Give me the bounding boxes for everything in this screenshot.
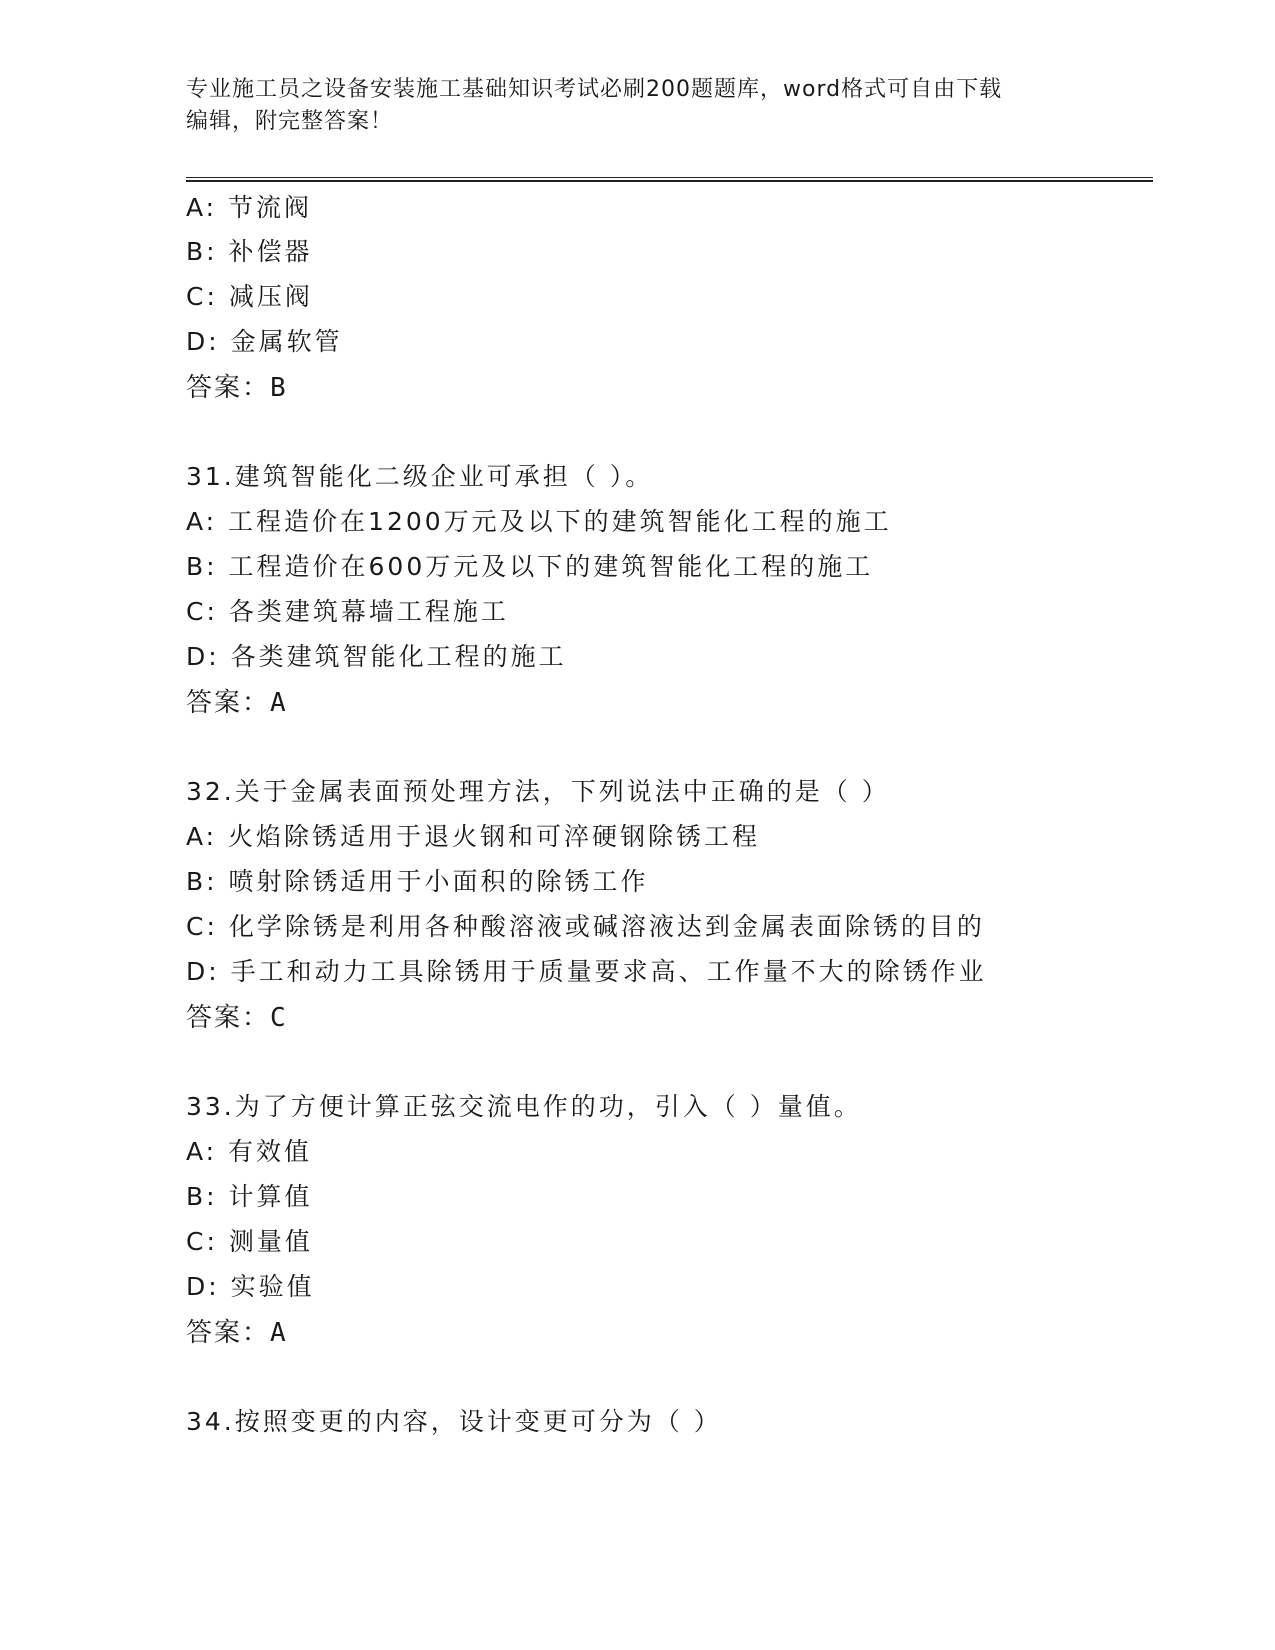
q31-answer: [186, 686, 288, 719]
document-header: [186, 74, 1086, 138]
header-divider: [186, 177, 1153, 182]
q34-stem: 34.按照变更的内容，设计变更可分为（ ）: [186, 1407, 722, 1436]
q33-option-d: D: 实验值: [186, 1272, 315, 1301]
q33-option-c: C: 测量值: [186, 1227, 313, 1256]
q32-option-a: A: 火焰除锈适用于退火钢和可淬硬钢除锈工程: [186, 822, 761, 851]
q32-stem: 32.关于金属表面预处理方法，下列说法中正确的是（ ）: [186, 777, 890, 806]
answer-label: 答案：: [186, 1317, 271, 1347]
answer-label: 答案：: [186, 372, 271, 402]
q32-option-c: C: 化学除锈是利用各种酸溶液或碱溶液达到金属表面除锈的目的: [186, 912, 985, 941]
q31-option-c: C: 各类建筑幕墙工程施工: [186, 597, 509, 626]
answer-value: A: [270, 688, 288, 718]
header-title-line-1: 专业施工员之设备安装施工基础知识考试必刷200题题库，word格式可自由下载: [186, 77, 1003, 102]
q32-option-d: D: 手工和动力工具除锈用于质量要求高、工作量不大的除锈作业: [186, 957, 987, 986]
answer-value: C: [270, 1003, 288, 1033]
q30-option-a: A: 节流阀: [186, 193, 313, 222]
answer-label: 答案：: [186, 687, 271, 717]
q32-option-b: B: 喷射除锈适用于小面积的除锈工作: [186, 867, 649, 896]
q30-option-c: C: 减压阀: [186, 282, 313, 311]
q30-answer: [186, 371, 288, 404]
answer-label: 答案：: [186, 1002, 271, 1032]
q33-answer: [186, 1316, 288, 1349]
answer-value: A: [270, 1318, 288, 1348]
q31-option-a: A: 工程造价在1200万元及以下的建筑智能化工程的施工: [186, 507, 892, 536]
answer-value: B: [270, 373, 288, 403]
q33-option-b: B: 计算值: [186, 1182, 313, 1211]
q31-option-b: B: 工程造价在600万元及以下的建筑智能化工程的施工: [186, 552, 874, 581]
q31-option-d: D: 各类建筑智能化工程的施工: [186, 642, 567, 671]
q31-stem: 31.建筑智能化二级企业可承担（ ）。: [186, 462, 654, 491]
header-title-line-2: 编辑，附完整答案！: [186, 109, 394, 134]
q32-answer: [186, 1001, 288, 1034]
q33-option-a: A: 有效值: [186, 1137, 313, 1166]
q30-option-b: B: 补偿器: [186, 237, 313, 266]
q33-stem: 33.为了方便计算正弦交流电作的功，引入（ ）量值。: [186, 1092, 862, 1121]
q30-option-d: D: 金属软管: [186, 327, 343, 356]
